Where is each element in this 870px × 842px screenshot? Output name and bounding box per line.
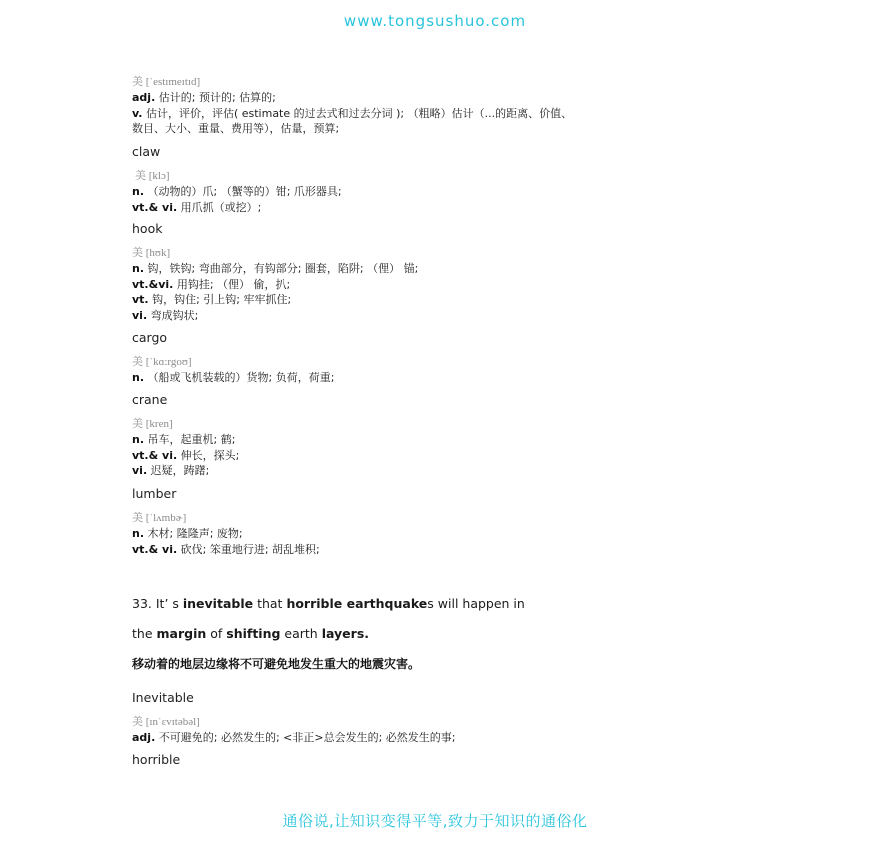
definition-text: 吊车，起重机; 鹤; (144, 433, 236, 446)
entry-horrible (132, 752, 180, 768)
headword: crane (132, 392, 168, 407)
pos-label: adj. (132, 731, 156, 744)
entry-hook (132, 221, 418, 323)
pos-label: vt.& vi. (132, 448, 178, 462)
definition-text: 砍伐; 笨重地行进; 胡乱堆积; (177, 542, 320, 556)
headword: hook (132, 221, 163, 236)
definition-text: 迟疑，踌躇; (147, 464, 210, 477)
pos-label: n. (132, 262, 145, 275)
entry-crane (132, 392, 239, 479)
definition-text: 弯成钩状; (147, 308, 199, 322)
entry-lumber (132, 486, 320, 557)
definition-text: （船或飞机装载的）货物; 负荷，荷重; (144, 371, 335, 384)
key-word: layers. (321, 626, 370, 641)
pos-label: vt.&vi. (132, 277, 174, 291)
sentence-line (132, 626, 772, 642)
headword: cargo (132, 330, 168, 345)
entry-cargo (132, 330, 334, 386)
pos-label: vi. (132, 464, 148, 477)
example-sentence-33 (132, 596, 772, 672)
definition-text: 钩，钩住; 引上钩; 牢牢抓住; (148, 293, 292, 306)
definition-line (132, 432, 239, 448)
sentence-text: earth (280, 626, 322, 641)
headword: Inevitable (132, 690, 194, 705)
pos-label: vt. (132, 293, 149, 306)
sentence-text: of (206, 626, 227, 641)
definition-text: 用爪抓（或挖）; (177, 200, 262, 214)
definition-text: 估计的; 预计的; 估算的; (155, 91, 276, 104)
headword: horrible (132, 752, 181, 767)
pos-label: vt.& vi. (132, 542, 178, 556)
definition-line (132, 121, 572, 137)
definition-line (132, 463, 239, 479)
definition-line (132, 292, 418, 308)
definition-line (132, 90, 572, 106)
definition-line (132, 730, 456, 746)
footer-slogan: 通俗说,让知识变得平等,致力于知识的通俗化 (282, 812, 588, 830)
phonetic: 美 [kren] (132, 418, 173, 430)
phonetic: 美 [ˈlʌmbɚ] (132, 512, 187, 524)
key-word: inevitable (182, 596, 254, 611)
pos-label: vi. (132, 308, 148, 322)
phonetic: 美 [klɔ] (135, 170, 170, 182)
definition-text: 伸长，探头; (177, 448, 240, 462)
pos-label: vt.& vi. (132, 200, 178, 214)
entry-estimated (132, 74, 572, 137)
key-word: margin (156, 626, 207, 641)
definition-line (132, 526, 320, 542)
definition-text: 钩，铁钩; 弯曲部分，有钩部分; 圈套，陷阱; （俚） 锚; (144, 262, 419, 275)
site-url[interactable]: www.tongsushuo.com (343, 12, 527, 30)
sentence-text: 33. It’ s (132, 596, 183, 611)
sentence-text: that (253, 596, 287, 611)
phonetic: 美 [ɪnˈɛvɪtəbəl] (132, 716, 200, 728)
phonetic: 美 [ˈkɑ:rgoʊ] (132, 356, 192, 368)
key-word: shifting (226, 626, 281, 641)
definition-text: 估计，评价，评估( estimate 的过去式和过去分词 ); （粗略）估计（...的距离、价值、 (142, 106, 573, 120)
phonetic: 美 [ˈestɪmeɪtɪd] (132, 76, 201, 88)
sentence-translation: 移动着的地层边缘将不可避免地发生重大的地震灾害。 (132, 657, 421, 671)
definition-line (132, 106, 572, 122)
phonetic: 美 [hʊk] (132, 247, 171, 259)
pos-label: n. (132, 433, 145, 446)
entry-claw (132, 144, 342, 215)
definition-text: 木材; 隆隆声; 废物; (144, 527, 243, 540)
headword: lumber (132, 486, 177, 501)
pos-label: n. (132, 371, 145, 384)
definition-line (132, 370, 334, 386)
pos-label: v. (132, 106, 143, 120)
definition-line (132, 448, 239, 464)
sentence-line (132, 596, 772, 612)
headword: claw (132, 144, 161, 159)
pos-label: adj. (132, 91, 156, 104)
definition-text: 数目、大小、重量、费用等），估量，预算; (132, 122, 340, 135)
definition-line (132, 277, 418, 293)
definition-line (132, 542, 320, 558)
definition-text: 不可避免的; 必然发生的; <非正>总会发生的; 必然发生的事; (155, 731, 456, 744)
definition-line (132, 261, 418, 277)
key-word: horrible earthquake (286, 596, 428, 611)
entry-inevitable (132, 690, 456, 746)
pos-label: n. (132, 185, 145, 198)
pos-label: n. (132, 527, 145, 540)
sentence-text: the (132, 626, 157, 641)
definition-line (132, 308, 418, 324)
definition-line (132, 184, 342, 200)
definition-text: 用钩挂; （俚） 偷，扒; (173, 277, 291, 291)
sentence-text: s will happen in (427, 596, 525, 611)
definition-text: （动物的）爪; （蟹等的）钳; 爪形器具; (144, 185, 342, 198)
definition-line (132, 200, 342, 216)
